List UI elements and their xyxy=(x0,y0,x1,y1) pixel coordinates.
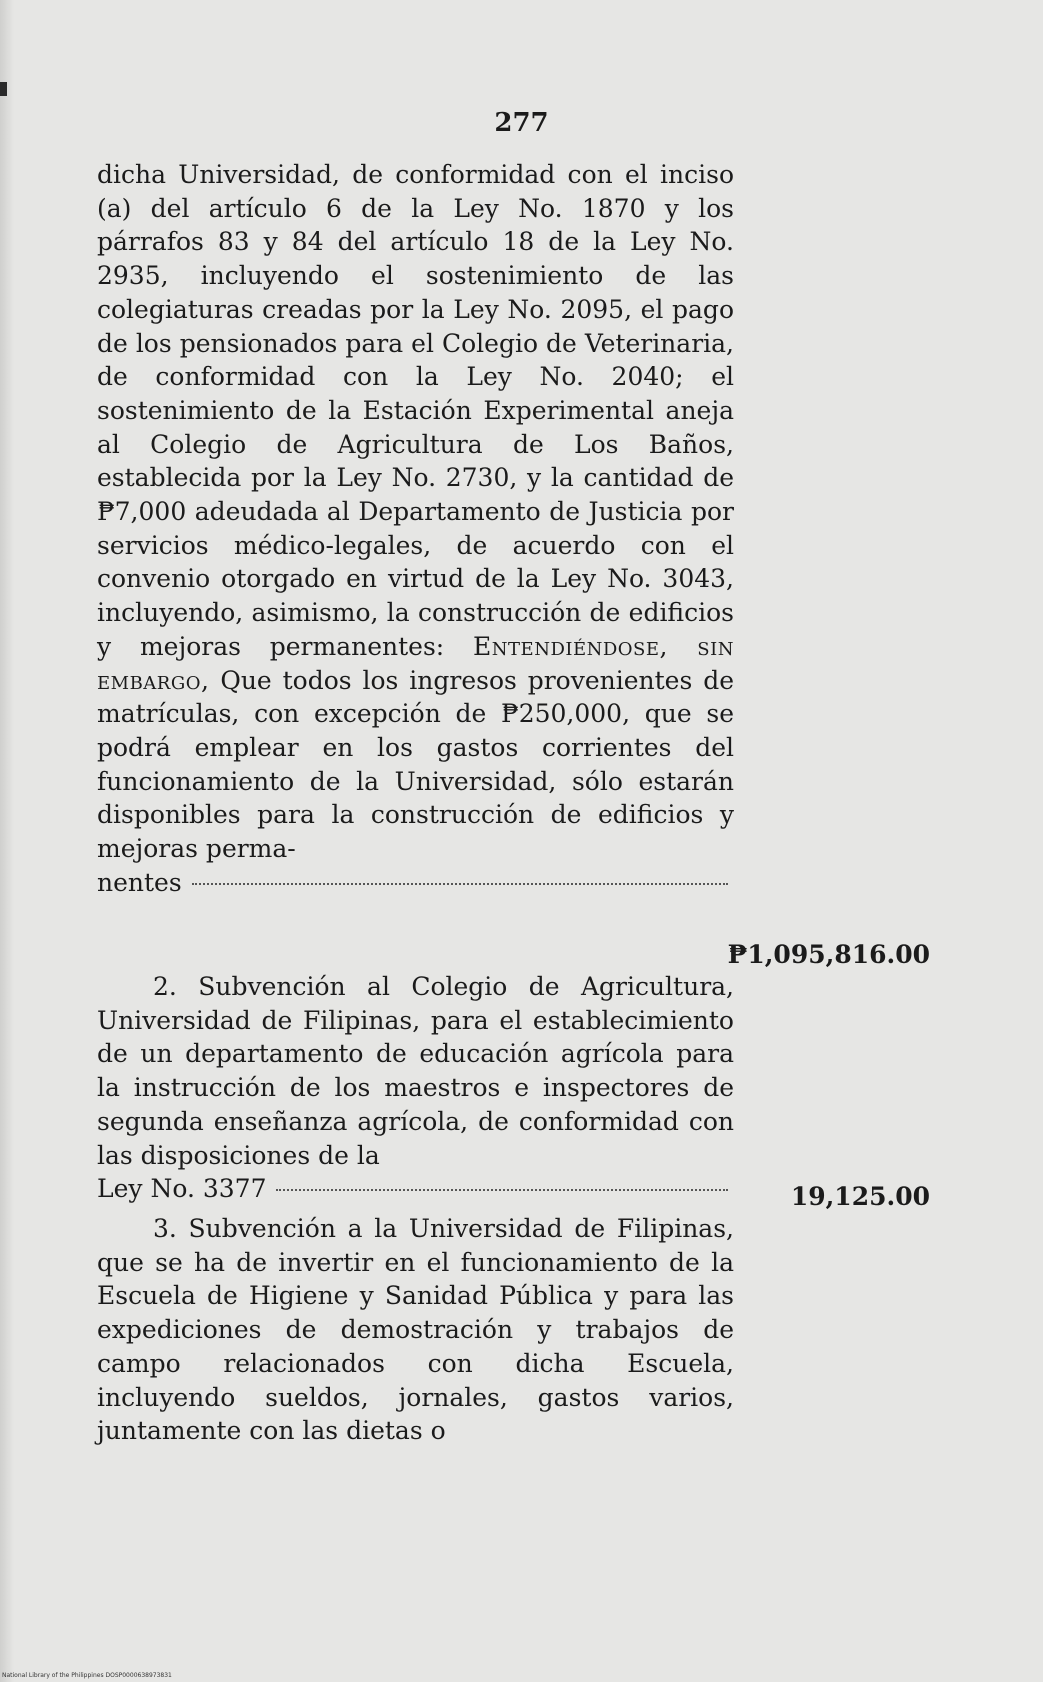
amount-item-1: ₱1,095,816.00 xyxy=(727,940,930,969)
paragraph-2-leader-line xyxy=(97,1172,734,1206)
page-number: 277 xyxy=(494,108,549,138)
dot-leader xyxy=(192,883,728,885)
paragraph-2-last-line: Ley No. 3377 xyxy=(97,1174,267,1204)
scan-edge xyxy=(0,0,14,1682)
scan-mark xyxy=(0,82,7,96)
dot-leader xyxy=(276,1189,728,1191)
paragraph-1-leader-line xyxy=(97,866,734,900)
paragraph-1-text-after: Que todos los ingresos provenientes de matrículas, con excepción de ₱250,000, que se podrá emplear en los gastos corrientes del funcionamiento de la Universidad, sólo estarán disponibles para la construcción de edificios y mejoras perma- xyxy=(97,665,734,864)
paragraph-3-text: 3. Subvención a la Universidad de Filipinas, que se ha de invertir en el funcionamiento de la Escuela de Higiene y Sanidad Pública y para las expediciones de demostración y trabajos de campo relacionados con dicha Escuela, incluyendo sueldos, jornales, gastos varios, juntamente con las dietas o xyxy=(97,1214,734,1446)
proviso-label: Entendiéndose, sin embargo, xyxy=(97,631,734,695)
paragraph-1-last-line: nentes xyxy=(97,867,182,897)
amount-item-2: 19,125.00 xyxy=(790,1182,930,1211)
paragraph-1 xyxy=(97,158,734,899)
paragraph-2 xyxy=(97,970,734,1206)
paragraph-2-text: 2. Subvención al Colegio de Agricultura, Universidad de Filipinas, para el establecimiento de un departamento de educación agrícola para la instrucción de los maestros e inspectores de segunda enseñanza agrícola, de conformidad con las disposiciones de la xyxy=(97,972,734,1170)
footer-credit: National Library of the Philippines DOSP0000638973831 xyxy=(2,1672,172,1679)
paragraph-1-text: dicha Universidad, de conformidad con el inciso (a) del artículo 6 de la Ley No. 1870 y los párrafos 83 y 84 del artículo 18 de la Ley No. 2935, incluyendo el sostenimiento de las colegiaturas creadas por la Ley No. 2095, el pago de los pensionados para el Colegio de Veterinaria, de conformidad con la Ley No. 2040; el sostenimiento de la Estación Experimental aneja al Colegio de Agricultura de Los Baños, establecida por la Ley No. 2730, y la cantidad de ₱7,000 adeudada al Departamento de Justicia por servicios médico-legales, de acuerdo con el convenio otorgado en virtud de la Ley No. 3043, incluyendo, asimismo, la construcción de edificios y mejoras permanentes: xyxy=(97,160,734,661)
paragraph-3 xyxy=(97,1212,734,1448)
